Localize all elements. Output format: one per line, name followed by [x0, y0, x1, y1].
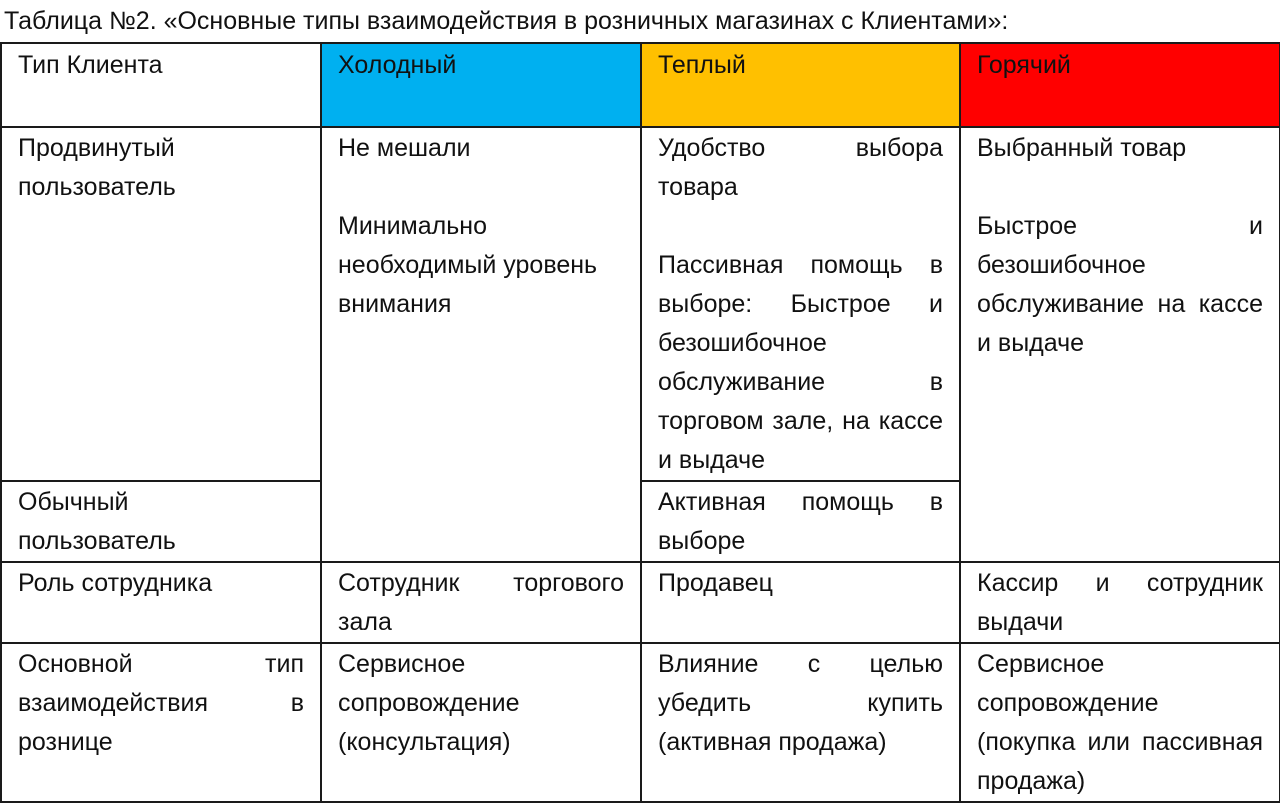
warm-p2: Пассивная помощь в выборе: Быстрое и безошибочное обслуживание в торговом зале, на кассе и выдаче	[658, 251, 943, 474]
warm-p1: Удобство выбора товара	[658, 134, 943, 201]
cell-warm-role: Продавец	[641, 562, 960, 643]
cell-cold-role: Сотрудник торгового зала	[321, 562, 641, 643]
row-employee-role	[1, 562, 1280, 643]
header-cold: Холодный	[321, 43, 641, 127]
cell-hot-advanced	[960, 127, 1280, 562]
label-regular-user: Обычный пользователь	[1, 481, 321, 562]
cell-hot-interaction: Сервисное сопровождение (покупка или пассивная продажа)	[960, 643, 1280, 802]
row-advanced-user	[1, 127, 1280, 481]
header-hot: Горячий	[960, 43, 1280, 127]
label-employee-role: Роль сотрудника	[1, 562, 321, 643]
interaction-types-table	[0, 42, 1280, 803]
label-interaction-type: Основной тип взаимодействия в рознице	[1, 643, 321, 802]
cell-hot-role: Кассир и сотрудник выдачи	[960, 562, 1280, 643]
cold-p2: Минимально необходимый уровень внимания	[338, 212, 598, 318]
label-advanced-user: Продвинутый пользователь	[1, 127, 321, 481]
hot-p2: Быстрое и безошибочное обслуживание на кассе и выдаче	[977, 212, 1263, 357]
cell-warm-regular: Активная помощь в выборе	[641, 481, 960, 562]
cold-p1: Не мешали	[338, 134, 471, 162]
cell-warm-advanced	[641, 127, 960, 481]
cell-cold-interaction: Сервисное сопровождение (консультация)	[321, 643, 641, 802]
table-caption: Таблица №2. «Основные типы взаимодействия в розничных магазинах с Клиентами»:	[4, 7, 1009, 35]
row-interaction-type	[1, 643, 1280, 802]
cell-cold-advanced	[321, 127, 641, 562]
header-client-type: Тип Клиента	[1, 43, 321, 127]
header-warm: Теплый	[641, 43, 960, 127]
cell-warm-interaction: Влияние с целью убедить купить (активная продажа)	[641, 643, 960, 802]
hot-p1: Выбранный товар	[977, 134, 1187, 162]
header-row	[1, 43, 1280, 127]
